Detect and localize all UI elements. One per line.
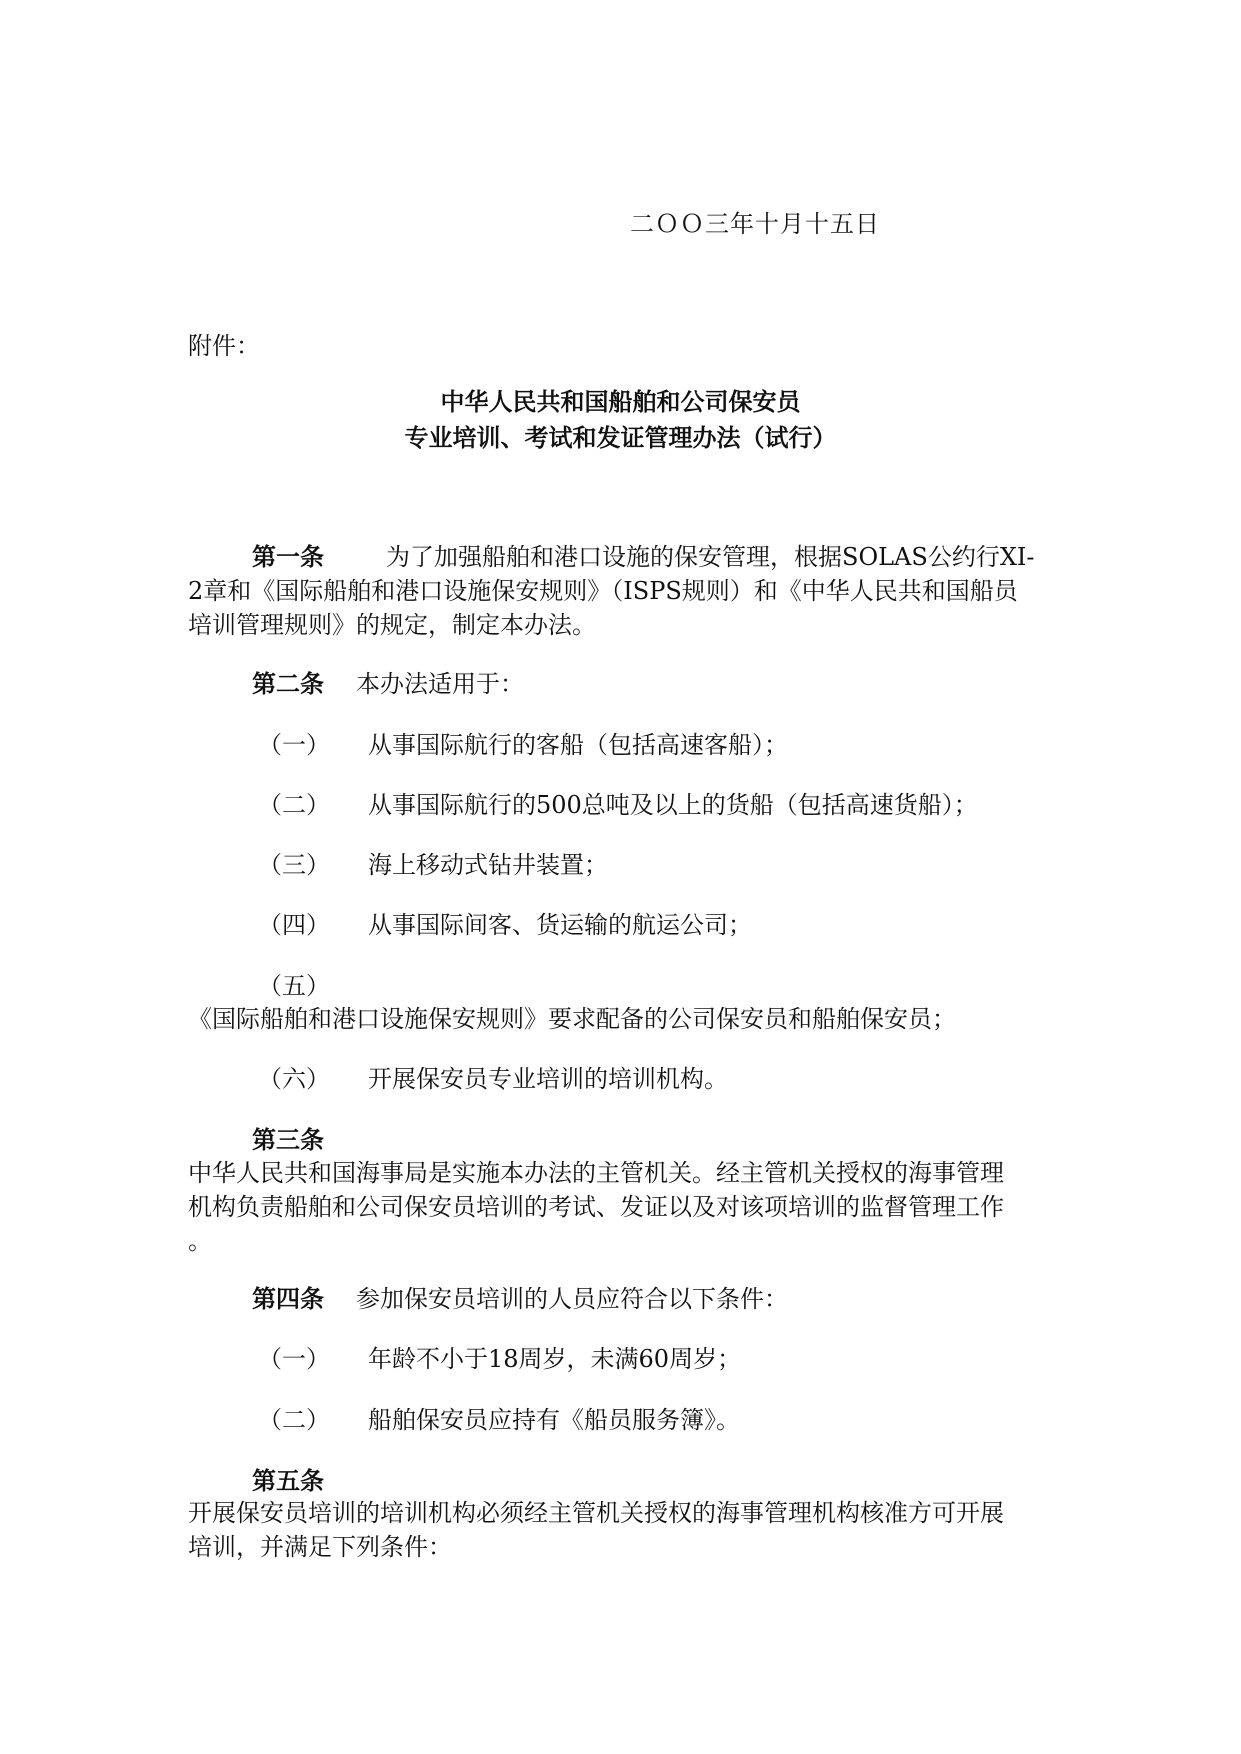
list-item-number: （二） xyxy=(258,1406,330,1434)
list-item-number: （四） xyxy=(258,911,330,939)
list-item-text: 从事国际航行的500总吨及以上的货船（包括高速货船）； xyxy=(368,791,978,819)
list-item-number: （五） xyxy=(258,972,330,1000)
list-item-number: （一） xyxy=(258,731,330,759)
article-2-intro: 本办法适用于： xyxy=(356,670,524,698)
article-5-line: 培训，并满足下列条件： xyxy=(188,1533,452,1561)
list-item-text: 船舶保安员应持有《船员服务簿》。 xyxy=(368,1406,740,1434)
list-item-text: 年龄不小于18周岁，未满60周岁； xyxy=(368,1345,742,1373)
article-3-heading: 第三条 xyxy=(252,1126,324,1154)
article-1-line: 培训管理规则》的规定，制定本办法。 xyxy=(188,611,596,639)
list-item-text: 《国际船舶和港口设施保安规则》要求配备的公司保安员和船舶保安员； xyxy=(188,1005,956,1033)
list-item-text: 海上移动式钻井装置； xyxy=(368,851,608,879)
document-title-line1: 中华人民共和国船舶和公司保安员 xyxy=(440,388,801,416)
document-title-line2: 专业培训、考试和发证管理办法（试行） xyxy=(404,424,837,452)
article-1-line: 2章和《国际船舶和港口设施保安规则》（ISPS规则）和《中华人民共和国船员 xyxy=(188,577,1018,605)
list-item-number: （二） xyxy=(258,791,330,819)
list-item-text: 开展保安员专业培训的培训机构。 xyxy=(368,1065,728,1093)
document-date: 二ＯＯ三年十月十五日 xyxy=(630,210,880,238)
list-item-text: 从事国际间客、货运输的航运公司； xyxy=(368,911,752,939)
list-item-number: （三） xyxy=(258,851,330,879)
article-5-heading: 第五条 xyxy=(252,1467,324,1495)
article-3-line: 中华人民共和国海事局是实施本办法的主管机关。经主管机关授权的海事管理 xyxy=(188,1159,1004,1187)
attachment-label: 附件： xyxy=(188,332,260,360)
article-3-line: 机构负责船舶和公司保安员培训的考试、发证以及对该项培训的监督管理工作 xyxy=(188,1193,1004,1221)
article-4-intro: 参加保安员培训的人员应符合以下条件： xyxy=(356,1285,788,1313)
article-2-heading: 第二条 xyxy=(252,670,324,698)
article-5-line: 开展保安员培训的培训机构必须经主管机关授权的海事管理机构核准方可开展 xyxy=(188,1499,1004,1527)
list-item-number: （一） xyxy=(258,1345,330,1373)
article-1-heading: 第一条 xyxy=(252,543,324,571)
article-3-line: 。 xyxy=(188,1227,212,1255)
list-item-text: 从事国际航行的客船（包括高速客船）； xyxy=(368,731,788,759)
article-1-line: 为了加强船舶和港口设施的保安管理，根据SOLAS公约行XI- xyxy=(386,543,1035,571)
list-item-number: （六） xyxy=(258,1065,330,1093)
article-4-heading: 第四条 xyxy=(252,1285,324,1313)
